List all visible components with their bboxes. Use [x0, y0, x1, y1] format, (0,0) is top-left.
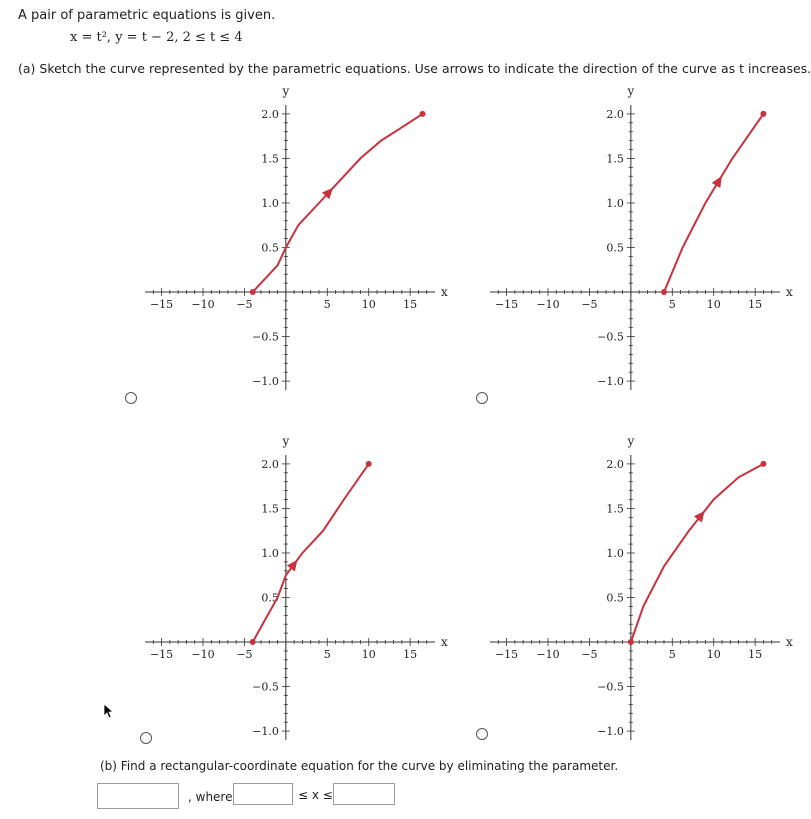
x-tick-label: −5	[236, 298, 253, 312]
x-tick-label: 5	[668, 648, 676, 662]
y-tick-label: 2.0	[606, 457, 624, 471]
graph-1-svg	[125, 80, 455, 410]
x-axis-label: x	[786, 285, 793, 300]
start-point	[250, 639, 256, 645]
radio-option-2[interactable]	[476, 392, 488, 404]
y-tick-label: −0.5	[597, 330, 624, 344]
y-tick-label: −1.0	[252, 725, 279, 739]
graph-4-svg	[470, 430, 800, 760]
graph-2-svg	[470, 80, 800, 410]
y-tick-label: 1.5	[261, 152, 279, 166]
x-axis-label: x	[441, 285, 448, 300]
x-tick-label: 15	[403, 648, 418, 662]
mouse-pointer-icon	[103, 703, 115, 719]
direction-arrow-icon	[712, 176, 722, 188]
curve-line	[631, 464, 764, 642]
y-tick-label: −1.0	[597, 725, 624, 739]
end-point	[420, 111, 426, 117]
y-axis-label: y	[627, 84, 635, 98]
y-tick-label: −1.0	[252, 375, 279, 389]
x-tick-label: 10	[361, 298, 376, 312]
graph-3-svg	[125, 430, 455, 760]
start-point	[628, 639, 634, 645]
x-tick-label: 5	[323, 298, 331, 312]
x-tick-label: 15	[403, 298, 418, 312]
graph-option-3	[125, 430, 455, 760]
y-tick-label: −0.5	[252, 330, 279, 344]
y-axis-label: y	[282, 434, 290, 448]
x-tick-label: −10	[536, 298, 560, 312]
radio-option-4[interactable]	[476, 728, 488, 740]
graph-option-4	[470, 430, 800, 760]
y-tick-label: 2.0	[261, 107, 279, 121]
y-axis-label: y	[627, 434, 635, 448]
y-tick-label: −0.5	[597, 680, 624, 694]
y-axis-label: y	[282, 84, 290, 98]
y-tick-label: 2.0	[261, 457, 279, 471]
y-tick-label: −0.5	[252, 680, 279, 694]
x-tick-label: 10	[706, 648, 721, 662]
y-tick-label: 1.0	[261, 546, 279, 560]
x-tick-label: −15	[149, 648, 174, 662]
radio-option-3[interactable]	[140, 732, 152, 744]
end-point	[760, 461, 766, 467]
y-tick-label: 1.0	[606, 546, 624, 560]
x-tick-label: −5	[581, 298, 598, 312]
direction-arrow-icon	[287, 560, 298, 572]
equation-input[interactable]	[97, 783, 179, 809]
lower-bound-input[interactable]	[233, 783, 293, 805]
x-tick-label: −5	[236, 648, 253, 662]
y-tick-label: 1.0	[261, 196, 279, 210]
y-tick-label: 1.5	[606, 152, 624, 166]
part-b-instruction: (b) Find a rectangular-coordinate equation for the curve by eliminating the parameter.	[100, 759, 619, 773]
y-tick-label: 2.0	[606, 107, 624, 121]
start-point	[250, 289, 256, 295]
radio-option-1[interactable]	[125, 392, 137, 404]
graph-option-2	[470, 80, 800, 410]
x-tick-label: −10	[536, 648, 560, 662]
where-label: , where	[188, 790, 233, 804]
end-point	[760, 111, 766, 117]
y-tick-label: 1.5	[261, 502, 279, 516]
y-tick-label: −1.0	[597, 375, 624, 389]
y-tick-label: 0.5	[606, 241, 624, 255]
x-tick-label: 10	[706, 298, 721, 312]
upper-bound-input[interactable]	[333, 783, 395, 805]
start-point	[661, 289, 667, 295]
x-tick-label: 15	[748, 298, 763, 312]
part-a-instruction: (a) Sketch the curve represented by the parametric equations. Use arrows to indicate the direction of the curve as t increases.	[18, 61, 811, 76]
y-tick-label: 1.0	[606, 196, 624, 210]
y-tick-label: 0.5	[606, 591, 624, 605]
x-tick-label: −10	[191, 298, 215, 312]
end-point	[366, 461, 372, 467]
x-tick-label: 15	[748, 648, 763, 662]
graph-option-1	[125, 80, 455, 410]
x-tick-label: −15	[149, 298, 174, 312]
x-tick-label: −15	[494, 648, 519, 662]
inequality-label: ≤ x ≤	[298, 788, 333, 802]
y-tick-label: 0.5	[261, 241, 279, 255]
y-tick-label: 0.5	[261, 591, 279, 605]
curve-line	[664, 114, 763, 292]
x-tick-label: 10	[361, 648, 376, 662]
y-tick-label: 1.5	[606, 502, 624, 516]
x-tick-label: 5	[668, 298, 676, 312]
x-tick-label: −5	[581, 648, 598, 662]
x-axis-label: x	[786, 635, 793, 650]
problem-intro: A pair of parametric equations is given.	[18, 8, 276, 23]
x-tick-label: −15	[494, 298, 519, 312]
x-tick-label: 5	[323, 648, 331, 662]
x-axis-label: x	[441, 635, 448, 650]
x-tick-label: −10	[191, 648, 215, 662]
parametric-equations: x = t², y = t − 2, 2 ≤ t ≤ 4	[70, 30, 243, 45]
